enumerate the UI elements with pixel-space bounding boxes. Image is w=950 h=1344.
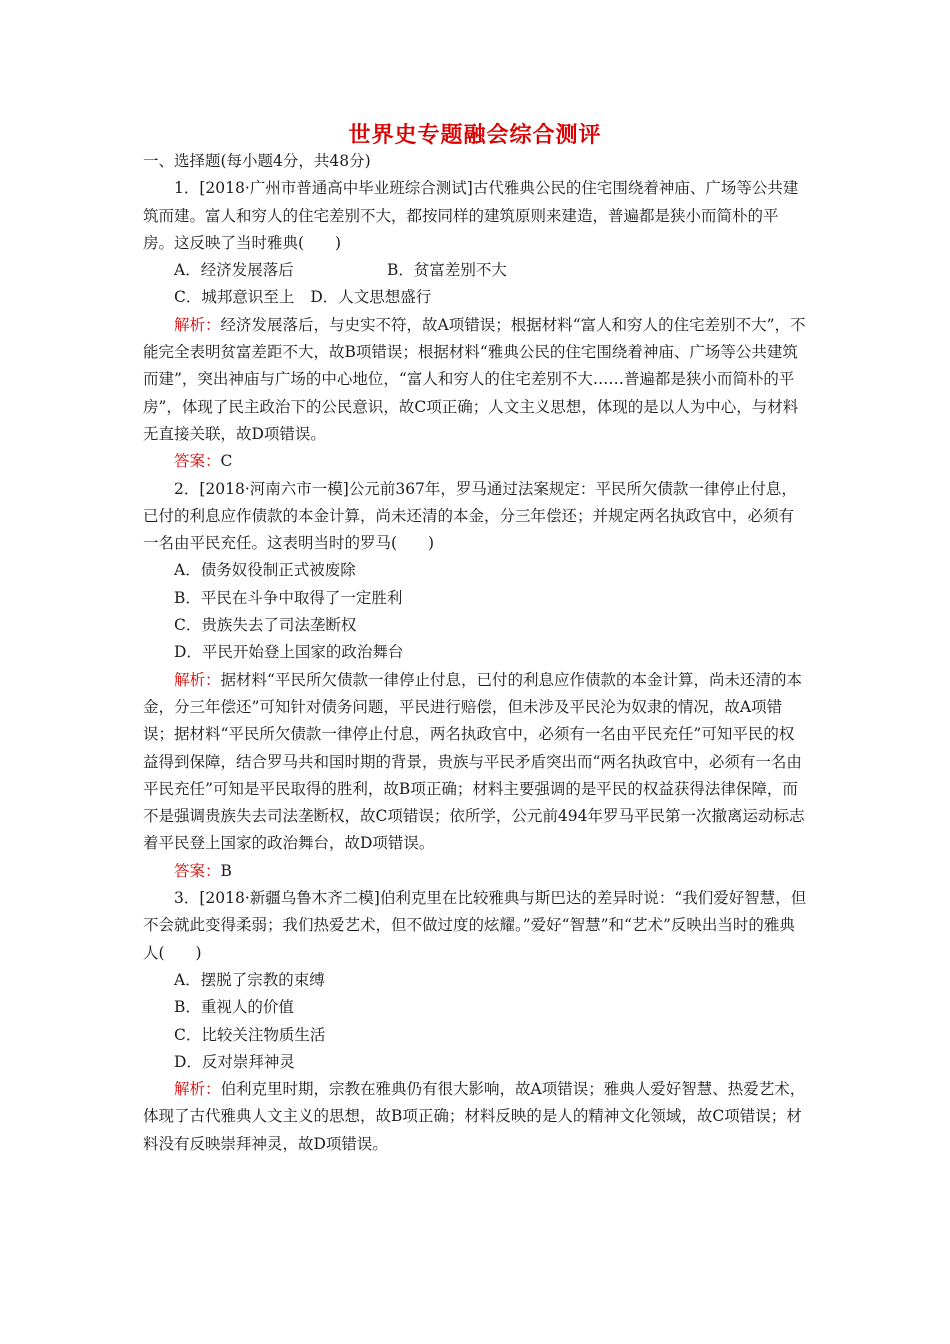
- answer-label: 答案：: [174, 452, 221, 471]
- question-1-answer: [143, 448, 809, 475]
- question-1-option-b: B．贫富差别不大: [387, 261, 507, 280]
- analysis-label: 解析：: [174, 670, 221, 689]
- question-2-option-d: D．平民开始登上国家的政治舞台: [174, 643, 404, 662]
- question-3-option-a: A．摆脱了宗教的束缚: [174, 970, 325, 989]
- question-2-analysis: [143, 667, 809, 858]
- question-2-answer-value: B: [220, 861, 232, 880]
- document-title: 世界史专题融会综合测评: [348, 122, 602, 148]
- question-1-analysis-text: 经济发展落后，与史实不符，故A项错误；根据材料“富人和穷人的住宅差别不大”，不能完全表明贫富差距不大，故B项错误；根据材料“雅典公民的住宅围绕着神庙、广场等公共建筑而建”，突出神庙与广场的中心地位，“富人和穷人的住宅差别不大……普遍都是狭小而简朴的平房”，体现了民主政治下的公民意识，故C项正确；人文主义思想，体现的是以人为中心，与材料无直接关联，故D项错误。: [143, 315, 806, 443]
- question-1-option-d: D．人文思想盛行: [310, 288, 432, 307]
- question-2-option-b: B．平民在斗争中取得了一定胜利: [174, 588, 403, 607]
- question-1-analysis: [143, 312, 809, 448]
- section-heading: 一、选择题(每小题4分，共48分): [143, 152, 371, 170]
- question-1-stem: 1．[2018·广州市普通高中毕业班综合测试]古代雅典公民的住宅围绕着神庙、广场等公共建筑而建。富人和穷人的住宅差别不大，都按同样的建筑原则来建造，普遍都是狭小而简朴的平房。这反映了当时雅典( ): [143, 179, 799, 252]
- analysis-label: 解析：: [174, 315, 221, 334]
- answer-label: 答案：: [174, 861, 221, 880]
- question-3-analysis-text: 伯利克里时期，宗教在雅典仍有很大影响，故A项错误；雅典人爱好智慧、热爱艺术，体现了古代雅典人文主义的思想，故B项正确；材料反映的是人的精神文化领域，故C项错误；材料没有反映崇拜神灵，故D项错误。: [143, 1080, 806, 1153]
- question-2-option-a: A．债务奴役制正式被废除: [174, 561, 356, 580]
- analysis-label: 解析：: [174, 1080, 221, 1099]
- question-2-answer: [143, 858, 809, 885]
- question-1-options-row-1: [143, 257, 809, 284]
- question-3-option-c: C．比较关注物质生活: [174, 1025, 326, 1044]
- question-3-option-b: B．重视人的价值: [174, 998, 294, 1017]
- question-3-option-d: D．反对崇拜神灵: [174, 1052, 295, 1071]
- question-1-option-c: C．城邦意识至上: [174, 288, 295, 307]
- question-1-options-row-2: [143, 284, 809, 311]
- question-3-analysis: [143, 1076, 809, 1158]
- document-body: [143, 148, 809, 1158]
- question-3-stem: 3．[2018·新疆乌鲁木齐二模]伯利克里在比较雅典与斯巴达的差异时说：“我们爱好智慧，但不会就此变得柔弱；我们热爱艺术，但不做过度的炫耀。”爱好“智慧”和“艺术”反映出当时的雅典人( ): [143, 889, 807, 962]
- question-2-stem: 2．[2018·河南六市一模]公元前367年，罗马通过法案规定：平民所欠债款一律停止付息，已付的利息应作债款的本金计算，尚未还清的本金，分三年偿还；并规定两名执政官中，必须有一名由平民充任。这表明当时的罗马( ): [143, 479, 797, 553]
- question-1-option-a: A．经济发展落后: [174, 261, 294, 280]
- question-1-answer-value: C: [220, 452, 233, 471]
- question-2-analysis-text: 据材料“平民所欠债款一律停止付息，已付的利息应作债款的本金计算，尚未还清的本金，分三年偿还”可知针对债务问题，平民进行赔偿，但未涉及平民沦为奴隶的情况，故A项错误；据材料“平民所欠债款一律停止付息，两名执政官中，必须有一名由平民充任”可知平民的权益得到保障，结合罗马共和国时期的背景，贵族与平民矛盾突出而“两名执政官中，必须有一名由平民充任”可知是平民取得的胜利，故B项正确；材料主要强调的是平民的权益获得法律保障，而不是强调贵族失去司法垄断权，故C项错误；依所学，公元前494年罗马平民第一次撤离运动标志着平民登上国家的政治舞台，故D项错误。: [143, 670, 805, 853]
- question-2-option-c: C．贵族失去了司法垄断权: [174, 616, 357, 635]
